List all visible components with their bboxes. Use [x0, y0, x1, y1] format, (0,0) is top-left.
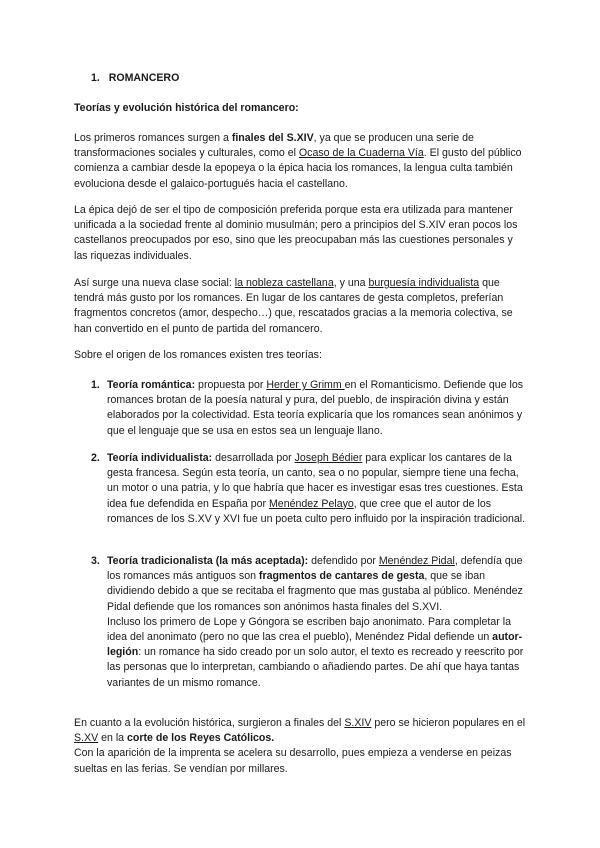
text-run: , y una	[333, 277, 369, 289]
theory-text	[107, 554, 527, 691]
text-run: , ya que se producen una serie de transformaciones sociales y culturales, como el	[74, 132, 474, 160]
underlined-text: S.XIV	[344, 717, 372, 729]
text-run: en el Romanticismo. Defiende que los romances brotan de la poesía natural y pura, del pueblo, de inspiración divina y están elaborados por la colectividad. Esta teoría explicaría que los romances sean anónimos y que el lenguaje que se usa en estos sea un lenguaje llano.	[107, 379, 524, 437]
text-run: . El gusto del público comienza a cambiar desde la epopeya o la épica hacia los romances, la lengua culta también evoluciona desde el galaico-portugués hacia el castellano.	[74, 147, 522, 190]
underlined-text: Menéndez Pidal	[378, 555, 455, 567]
text-run: Con la aparición de la imprenta se acelera su desarrollo, pues empieza a venderse en peizas sueltas en las ferias. Se vendían por millares.	[74, 747, 512, 775]
text-run: Incluso los primero de Lope y Góngora se escriben bajo anonimato. Para completar la idea del anonimato (pero no que las crea el pueblo), Menéndez Pidal defiende un	[107, 615, 511, 644]
bold-text: finales del S.XIV	[231, 132, 314, 144]
bold-text: autor-legión	[107, 631, 523, 659]
paragraph-epic: La épica dejó de ser el tipo de composición preferida porque esta era utilizada para mantener unificada a la sociedad frente al dominio musulmán; pero a principios del S.XIV eran pocos los castellanos preocupados por eso, sino que les preocupaban más las cuestiones personales y las riquezas individuales.	[74, 204, 518, 262]
section-heading	[91, 71, 543, 86]
text-run: Los primeros romances surgen a	[74, 132, 232, 144]
text-run: pero se hicieron populares en el	[371, 717, 526, 729]
section-subtitle: Teorías y evolución histórica del romancero:	[74, 102, 299, 114]
list-number: 1.	[91, 379, 100, 391]
underlined-text: S.XV	[74, 732, 99, 745]
text-run: En cuanto a la evolución histórica, surgieron a finales del	[74, 717, 345, 729]
text-run: propuesta por	[195, 379, 267, 391]
theory-text	[107, 378, 527, 439]
text-run: para explicar los cantares de la gesta francesa. Según esta teoría, un canto, sea o no popular, siempre tiene una fecha, un motor o una patria, y lo que habría que hacer es investigar esas tres cuestiones. Esta idea fue defendida en España por	[107, 452, 523, 510]
text-run: que tendrá más gusto por los romances. En lugar de los cantares de gesta completos, preferían fragmentos concretos (amor, despecho…) que, rescatados gracias a la memoria colectiva, se han convertido en el punto de partida del romancero.	[74, 277, 513, 335]
text-run: : un romance ha sido creado por un solo autor, el texto es recreado y reescrito por las personas que lo interpretan, cambiando o añadiendo partes. De ahí que haya tantas variantes de un mismo romance.	[107, 646, 524, 689]
theory-text	[107, 451, 527, 527]
text-run: , defendía que los romances más antiguos son	[107, 555, 523, 583]
paragraph-origins	[74, 131, 526, 192]
bold-text: fragmentos de cantares de gesta	[258, 570, 425, 583]
text-run: defendido por	[308, 555, 379, 567]
theory-romantic	[91, 378, 527, 439]
theory-title: Teoría romántica:	[107, 379, 196, 391]
theory-individualist	[91, 451, 527, 527]
theory-title: Teoría tradicionalista (la más aceptada):	[107, 555, 309, 567]
theory-traditionalist	[91, 554, 527, 691]
bold-text: corte de los Reyes Católicos.	[127, 732, 275, 745]
heading-text: ROMANCERO	[108, 72, 180, 84]
text-run: desarrollada por	[212, 452, 295, 464]
underlined-text: burguesía individualista	[368, 277, 480, 289]
text-run: en la	[98, 732, 128, 745]
paragraph-theories-intro: Sobre el origen de los romances existen tres teorías:	[74, 349, 322, 361]
list-number: 3.	[91, 555, 100, 567]
underlined-text: Joseph Bédier	[294, 452, 363, 464]
paragraph-social-class	[74, 276, 526, 337]
list-number: 2.	[91, 452, 100, 464]
underlined-text: la nobleza castellana	[234, 277, 334, 289]
underlined-text: Menéndez Pelayo	[268, 497, 354, 510]
underlined-text: Herder y Grimm	[266, 379, 345, 391]
theory-title: Teoría individualista:	[107, 452, 213, 464]
heading-number: 1.	[91, 72, 100, 84]
paragraph-historical-evolution	[74, 716, 526, 777]
text-run: Así surge una nueva clase social:	[74, 277, 235, 289]
text-run: , que cree que el autor de los romances de los S.XV y XVI fue un poeta culto pero influido por la inspiración tradicional.	[107, 497, 526, 525]
text-run: , que se iban dividiendo debido a que se recitaba el fragmento que mas gustaba al público. Menéndez Pidal defiende que los romances son anónimos hasta finales del S.XVI.	[107, 570, 523, 613]
underlined-text: Ocaso de la Cuaderna Vía	[298, 147, 424, 160]
